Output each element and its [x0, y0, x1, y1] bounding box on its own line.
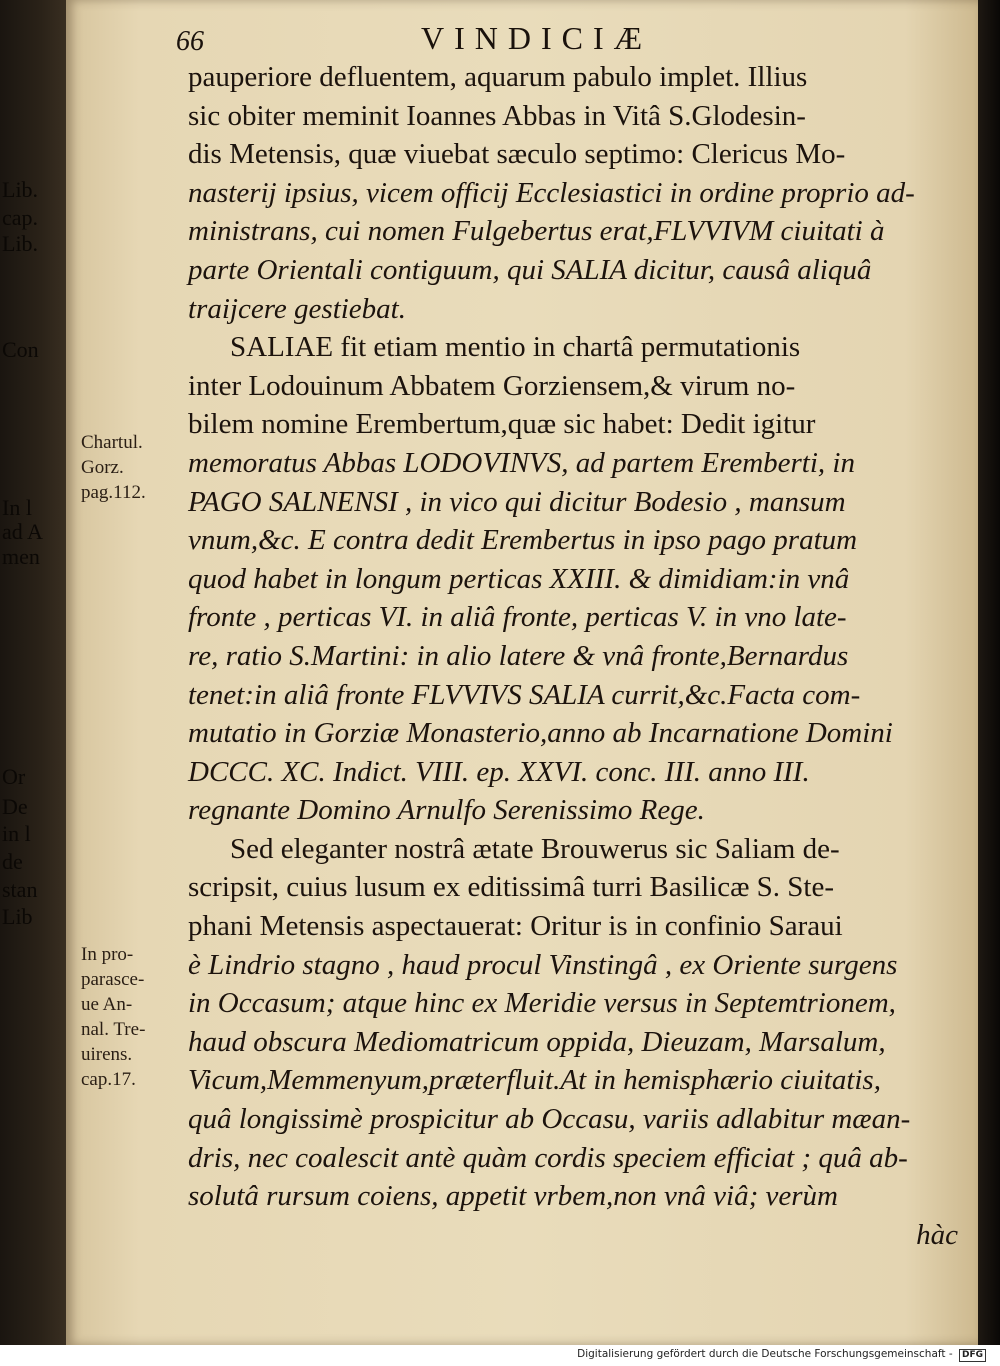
text-line: phani Metensis aspectauerat: Oritur is in confinio Saraui	[188, 910, 843, 943]
footer-credit-wrap	[577, 1348, 986, 1362]
adjacent-fragment: Con	[2, 337, 39, 362]
dfg-logo: DFG	[959, 1349, 986, 1362]
margin-note-line: Gorz.	[81, 457, 124, 478]
text-line: sic obiter meminit Ioannes Abbas in Vitâ S.Glodesin-	[188, 99, 806, 132]
text-line: Sed eleganter nostrâ ætate Brouwerus sic Saliam de-	[230, 832, 840, 865]
text-line: ministrans, cui nomen Fulgebertus erat,FLVVIVM ciuitati à	[188, 215, 885, 248]
margin-note-line: uirens.	[81, 1044, 133, 1065]
text-line: inter Lodouinum Abbatem Gorziensem,& virum no-	[188, 369, 796, 402]
adjacent-fragment: Lib.	[2, 177, 39, 202]
margin-note-line: nal. Tre-	[81, 1019, 146, 1040]
adjacent-fragment: De	[2, 794, 28, 819]
margin-note-line: Chartul.	[81, 432, 143, 453]
text-line: tenet:in aliâ fronte FLVVIVS SALIA currit,&c.Facta com-	[188, 678, 861, 711]
text-line: SALIAE fit etiam mentio in chartâ permutationis	[230, 331, 801, 364]
margin-note-line: In pro-	[81, 944, 134, 965]
margin-note-line: parasce-	[81, 969, 145, 990]
text-line: parte Orientali contiguum, qui SALIA dicitur, causâ aliquâ	[188, 253, 872, 286]
adjacent-page-strip	[0, 0, 68, 1345]
text-line: traijcere gestiebat.	[188, 292, 406, 325]
adjacent-fragment: In l	[2, 495, 32, 520]
margin-note-line: ue An-	[81, 994, 133, 1015]
text-line: dris, nec coalescit antè quàm cordis speciem efficiat ; quâ ab-	[188, 1141, 908, 1174]
text-line: PAGO SALNENSI , in vico qui dicitur Bodesio , mansum	[188, 485, 846, 518]
book-page	[66, 0, 978, 1345]
text-line: dis Metensis, quæ viuebat sæculo septimo: Clericus Mo-	[188, 138, 846, 171]
text-line: vnum,&c. E contra dedit Erembertus in ipso pago pratum	[188, 524, 858, 557]
adjacent-fragment: cap.	[2, 205, 39, 230]
text-line: Vicum,Memmenyum,præterfluit.At in hemisphærio ciuitatis,	[188, 1064, 881, 1097]
text-line: DCCC. XC. Indict. VIII. ep. XXVI. conc. III. anno III.	[188, 755, 810, 788]
page-number: 66	[176, 26, 204, 57]
adjacent-fragment: Lib	[2, 904, 33, 929]
catchword: hàc	[916, 1218, 958, 1251]
text-line: haud obscura Mediomatricum oppida, Dieuzam, Marsalum,	[188, 1025, 886, 1058]
margin-note-line: cap.17.	[81, 1069, 136, 1090]
footer-credit: Digitalisierung gefördert durch die Deutsche Forschungsgemeinschaft -	[577, 1348, 953, 1360]
digitization-footer	[0, 1345, 1000, 1366]
adjacent-fragment: stan	[2, 877, 38, 902]
text-line: quod habet in longum perticas XXIII. & dimidiam:in vnâ	[188, 562, 850, 595]
text-line: pauperiore defluentem, aquarum pabulo implet. Illius	[188, 61, 808, 93]
adjacent-fragment: Or	[2, 764, 26, 789]
body-text	[188, 58, 958, 1254]
text-line: scripsit, cuius lusum ex editissimâ turri Basilicæ S. Ste-	[188, 871, 835, 904]
text-line: re, ratio S.Martini: in alio latere & vnâ fronte,Bernardus	[188, 639, 849, 672]
margin-note-brouwer	[81, 942, 181, 1092]
adjacent-fragment: men	[2, 544, 40, 569]
text-line: in Occasum; atque hinc ex Meridie versus in Septemtrionem,	[188, 987, 896, 1020]
adjacent-fragment: in l	[2, 821, 31, 846]
adjacent-fragment: de	[2, 849, 23, 874]
text-line: quâ longissimè prospicitur ab Occasu, variis adlabitur mæan-	[188, 1103, 911, 1136]
adjacent-fragment: ad A	[2, 519, 43, 544]
page-header	[66, 20, 978, 60]
margin-note-line: pag.112.	[81, 482, 146, 503]
adjacent-fragment: Lib.	[2, 231, 39, 256]
text-line: nasterij ipsius, vicem officij Ecclesiastici in ordine proprio ad-	[188, 176, 915, 209]
text-line: regnante Domino Arnulfo Serenissimo Rege.	[188, 794, 705, 827]
margin-note-chartul	[81, 430, 181, 505]
text-line: bilem nomine Erembertum,quæ sic habet: Dedit igitur	[188, 408, 816, 441]
text-line: è Lindrio stagno , haud procul Vinstingâ , ex Oriente surgens	[188, 948, 898, 981]
running-title: VINDICIÆ	[421, 20, 653, 56]
text-line: solutâ rursum coiens, appetit vrbem,non vnâ viâ; verùm	[188, 1180, 838, 1213]
book-edge	[978, 0, 1000, 1345]
text-line: mutatio in Gorziæ Monasterio,anno ab Incarnatione Domini	[188, 717, 893, 750]
text-line: fronte , perticas VI. in aliâ fronte, perticas V. in vno late-	[188, 601, 847, 634]
text-line: memoratus Abbas LODOVINVS, ad partem Eremberti, in	[188, 446, 855, 479]
